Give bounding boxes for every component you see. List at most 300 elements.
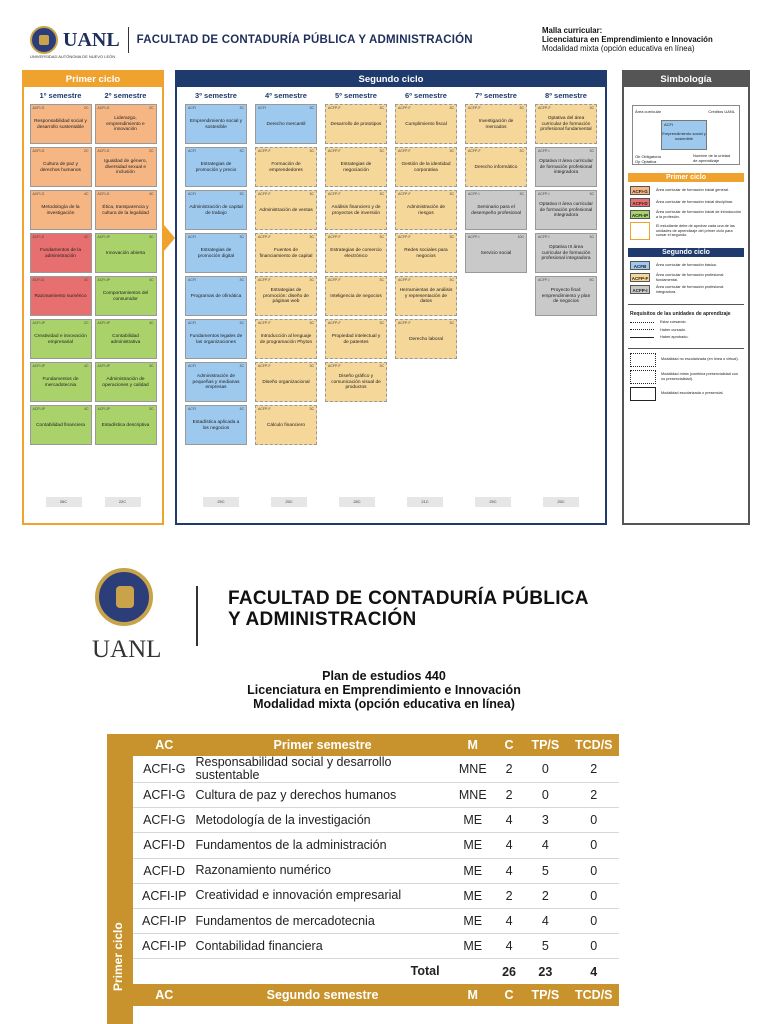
course-card[interactable] [255,405,317,445]
course-card[interactable] [185,362,247,402]
course-credits: 3C [519,106,524,110]
cell-tcds: 0 [569,808,619,833]
course-card[interactable] [325,233,387,273]
legend-swatch: ACFB [630,261,650,270]
legend-row [630,222,742,240]
course-name: Comportamientos del consumidor [102,291,149,302]
course-credits: 4C [149,321,154,325]
modality-box-icon [630,387,656,401]
cell-c: 4 [496,858,522,883]
course-credits: 3C [239,235,244,239]
course-credits: 3C [149,407,154,411]
course-credits: 3C [449,321,454,325]
course-credits: 3C [519,192,524,196]
cell-tps: 0 [522,756,568,783]
legend-text: Área curricular de formación inicial general. [656,188,730,193]
legend-row [630,261,742,270]
course-card[interactable] [325,276,387,316]
cell-m: ME [450,833,496,858]
course-card[interactable] [30,104,92,144]
course-name: Diseño gráfico y comunicación visual de productos [331,374,381,391]
course-card[interactable] [395,233,457,273]
page2-faculty-line2: Y ADMINISTRACIÓN [228,609,417,630]
malla-line1: Malla curricular: [542,26,603,35]
course-credits: 3C [149,364,154,368]
legend-row [630,273,742,282]
col-header: Segundo semestre [196,984,450,1006]
plan-degree: Licenciatura en Emprendimiento e Innovación [247,683,521,697]
course-code: ACFP-F [398,192,411,196]
semester-title: 7º semestre [475,91,517,100]
course-code: ACFI-IP [97,364,110,368]
table-row [133,783,619,808]
cycle-side-label [111,971,125,991]
course-card[interactable] [95,405,157,445]
course-card[interactable] [395,190,457,230]
course-code: ACFP-F [258,149,271,153]
course-code: ACFI-G [97,192,110,196]
primer-ciclo-semesters [24,87,162,448]
course-credits: 3C [379,321,384,325]
cell-ac: ACFI-IP [133,883,196,908]
plan-title: Plan de estudios 440 [322,669,446,683]
course-credits: 3C [309,149,314,153]
course-card[interactable] [185,104,247,144]
cell-c: 4 [496,833,522,858]
course-card[interactable] [30,319,92,359]
course-name: Estadística aplicada a los negocios [192,420,240,431]
semester-total: 25C [543,497,579,507]
legend-req-title: Requisitos de las unidades de aprendizaje [630,311,731,317]
cell-empty [450,959,496,984]
legend-example [632,105,740,165]
course-card[interactable] [535,276,597,316]
modality-row [630,370,742,384]
course-card[interactable] [30,233,92,273]
course-credits: 3C [589,149,594,153]
course-code: ACFI [188,364,196,368]
plan-page [0,548,768,1024]
cell-ac: ACFI-IP [133,908,196,933]
page2-faculty [228,588,589,630]
course-card[interactable] [185,319,247,359]
semester-title: 5º semestre [335,91,377,100]
semester-title: 2º semestre [104,91,147,100]
course-code: ACFP-F [398,149,411,153]
cell-tcds: 0 [569,833,619,858]
simbologia-header: Simbología [624,72,748,87]
col-m: M [450,734,496,756]
course-name: Introducción al lenguaje de programación Phyton [259,334,313,345]
cell-m: ME [450,858,496,883]
course-code: ACFP-I [468,235,480,239]
course-name: Optativa del área curricular de formación profesional fundamental [540,116,592,133]
course-name: Cálculo financiero [266,422,306,428]
course-code: ACFP-F [398,106,411,110]
course-credits: 5C [589,278,594,282]
course-credits: 3C [149,278,154,282]
course-credits: 3C [309,235,314,239]
course-credits: 3C [379,278,384,282]
col-ac: AC [133,734,196,756]
legend-row [630,210,742,219]
course-name: Optativa III área curricular de formación profesional integradora [541,245,591,262]
course-credits: 3C [239,278,244,282]
course-card[interactable] [325,104,387,144]
course-credits: 10C [517,235,524,239]
course-credits: 3C [309,407,314,411]
course-code: ACFP-I [468,192,480,196]
course-name: Ética, transparencia y cultura de la legalidad [102,205,149,216]
course-name: Diseño organizacional [262,379,310,385]
course-name: Contabilidad financiera [36,422,85,428]
course-card[interactable] [255,190,317,230]
course-credits: 3C [449,192,454,196]
course-code: ACFP-F [328,364,341,368]
cell-c: 2 [496,883,522,908]
legend-area-label: Área curricular [635,109,662,114]
course-code: ACFI-G [97,149,110,153]
course-name: Derecho mercantil [266,121,306,127]
course-code: ACFI-D [32,235,45,239]
course-credits: 4C [84,407,89,411]
semester-total: 25C [203,497,239,507]
course-code: ACFP-F [468,106,481,110]
semester-column [93,90,158,448]
total-label: Total [410,964,440,979]
course-card[interactable] [185,276,247,316]
course-name: Fundamentos de la administración [39,248,82,259]
course-name: Proyecto final: emprendimiento y plan de negocios [541,288,591,305]
course-credits: 4C [149,192,154,196]
course-name: Estrategias de negociación [340,162,372,173]
course-card[interactable] [465,147,527,187]
course-code: ACFI-D [32,278,45,282]
uanl-seal-icon [30,26,58,54]
course-name: Administración de capital de trabajo [189,205,243,216]
course-code: ACFI-IP [32,364,45,368]
legend-ob: Ob Obligatoria [635,154,661,159]
segundo-ciclo-panel [175,70,607,525]
course-card[interactable] [395,104,457,144]
legend-primer-items [624,186,748,240]
course-name: Innovación abierta [105,250,146,256]
course-credits: 3C [519,149,524,153]
course-card[interactable] [95,190,157,230]
course-code: ACFP-F [468,149,481,153]
course-credits: 3C [149,235,154,239]
cell-ac: ACFI-G [133,783,196,808]
requirement-row [630,335,742,340]
legend-unit: Nombre de la unidad de aprendizaje [693,153,731,163]
course-name: Herramientas de análisis y representación de datos [399,288,453,305]
legend-swatch: ACFP-I [630,285,650,294]
course-credits: 3C [449,149,454,153]
semester-title: 1º semestre [39,91,82,100]
course-name: Seminario para el desempeño profesional [471,205,521,216]
course-card[interactable] [95,362,157,402]
course-code: ACFI-G [32,106,45,110]
col-header: TP/S [522,984,568,1006]
table-row [133,833,619,858]
course-card[interactable] [535,190,597,230]
cell-c: 4 [496,808,522,833]
legend-row [630,285,742,294]
uanl-logo-text: UANL [63,28,120,51]
course-code: ACFP-F [328,149,341,153]
legend-op: Op Optativa [635,159,657,164]
segundo-ciclo-semesters [177,87,605,448]
course-credits: 3C [589,192,594,196]
requirement-line-icon [630,329,654,330]
course-code: ACFI [258,106,266,110]
cell-tps: 2 [522,883,568,908]
course-card[interactable] [255,319,317,359]
cell-m: ME [450,934,496,959]
course-credits: 3C [379,364,384,368]
cell-tps: 0 [522,783,568,808]
curriculum-table [133,734,619,1006]
malla-line3: Modalidad mixta (opción educativa en línea) [542,44,695,53]
course-credits: 3C [309,364,314,368]
modality-row [630,353,742,367]
header-divider [128,27,129,53]
legend-swatch: ACFI-G [630,186,650,195]
semester-total: 26C [46,497,82,507]
legend-row [630,198,742,207]
course-code: ACFP-F [258,321,271,325]
legend-text: Área curricular de formación profesional integradora. [656,285,724,294]
cell-course: Metodología de la investigación [196,808,450,833]
course-card[interactable] [465,190,527,230]
course-card[interactable] [30,362,92,402]
semester-column [461,90,531,448]
col-tcds: TCD/S [569,734,619,756]
course-name: Administración de riesgos [406,205,446,216]
col-tps: TP/S [522,734,568,756]
cell-tcds: 2 [569,756,619,783]
course-name: Metodología de la investigación [41,205,80,216]
total-c: 26 [502,964,516,979]
course-card[interactable] [30,190,92,230]
requirement-text: Haber aprobado. [660,335,689,339]
course-card[interactable] [95,147,157,187]
legend-text: Área curricular de formación inicial de introducción a la profesión. [656,210,742,219]
segundo-ciclo-totals [177,497,605,507]
legend-text: El estudiante debe de aprobar cada una de las unidades de aprendizaje del primer ciclo para cursar el segundo. [656,224,735,238]
course-credits: 2C [84,321,89,325]
course-code: ACFP-F [398,278,411,282]
cell-ac: ACFI-IP [133,934,196,959]
course-card[interactable] [465,233,527,273]
cell-tps: 4 [522,908,568,933]
faculty-title: FACULTAD DE CONTADURÍA PÚBLICA Y ADMINISTRACIÓN [136,34,473,46]
course-code: ACFI [188,235,196,239]
segundo-ciclo-header: Segundo ciclo [177,72,605,87]
course-name: Derecho laboral [409,336,443,342]
cell-tps: 3 [522,808,568,833]
course-code: ACFI [188,321,196,325]
course-code: ACFI-IP [97,407,110,411]
course-name: Creatividad e innovación empresarial [34,334,87,345]
legend-swatch [630,222,650,240]
course-card[interactable] [395,276,457,316]
cell-course: Creatividad e innovación empresarial [196,883,450,908]
cell-m: ME [450,808,496,833]
course-code: ACFI [188,278,196,282]
table-body [133,756,619,1006]
course-name: Investigación de mercados [478,119,514,130]
cell-course: Fundamentos de la administración [196,833,450,858]
total-tps: 23 [538,964,553,979]
primer-ciclo-panel [22,70,164,525]
course-card[interactable] [535,104,597,144]
semester-column [251,90,321,448]
modality-text: Modalidad mixta (combina presencialidad con no presencialidad). [661,372,739,381]
course-card[interactable] [255,104,317,144]
course-card[interactable] [255,276,317,316]
malla-line2: Licenciatura en Emprendimiento e Innovación [542,35,713,44]
simbologia-panel [622,70,750,525]
legend-text: Área curricular de formación inicial disciplinar. [656,200,734,205]
cell-course: Fundamentos de mercadotecnia [196,908,450,933]
cell-tcds: 0 [569,908,619,933]
legend-sample-name: Emprendimiento social y sostenible [662,131,706,141]
course-card[interactable] [255,362,317,402]
course-card[interactable] [395,147,457,187]
course-code: ACFI [188,407,196,411]
course-card[interactable] [325,319,387,359]
course-credits: 3C [239,106,244,110]
semester-column [28,90,93,448]
col-header: C [496,984,522,1006]
course-credits: 3C [239,149,244,153]
course-card[interactable] [185,190,247,230]
course-credits: 3C [379,192,384,196]
course-name: Redes sociales para negocios [404,248,448,259]
requirement-line-icon [630,337,654,338]
cycle-arrow-icon [164,225,175,251]
course-credits: 2C [84,149,89,153]
legend-swatch: ACFP-F [630,273,650,282]
course-code: ACFP-F [258,407,271,411]
course-credits: 3C [449,278,454,282]
course-code: ACFP-F [398,321,411,325]
course-card[interactable] [465,104,527,144]
course-name: Fundamentos de mercadotecnia [42,377,79,388]
semester-total: 21C [407,497,443,507]
course-code: ACFI-IP [97,235,110,239]
legend-swatch: ACFI-IP [630,210,650,219]
cell-tps: 4 [522,833,568,858]
cell-m: MNE [450,783,496,808]
malla-title [542,26,713,53]
course-card[interactable] [95,104,157,144]
course-code: ACFP-F [258,192,271,196]
course-code: ACFP-F [328,192,341,196]
course-card[interactable] [30,276,92,316]
table-row [133,756,619,783]
course-credits: 4C [84,235,89,239]
course-card[interactable] [255,147,317,187]
course-card[interactable] [30,405,92,445]
course-name: Optativa II área curricular de formación profesional integradora [539,202,593,219]
course-card[interactable] [95,319,157,359]
course-card[interactable] [325,147,387,187]
course-name: Propiedad intelectual y de patentes [331,334,381,345]
course-credits: 3C [379,149,384,153]
course-name: Estrategias de promoción: diseño de páginas web [263,288,309,305]
course-name: Administración de ventas [259,207,313,213]
course-card[interactable] [325,190,387,230]
course-credits: 3C [309,321,314,325]
legend-primer-ciclo: Primer ciclo [628,173,744,182]
course-code: ACFP-F [258,235,271,239]
table-row [133,858,619,883]
course-name: Contabilidad administrativa [110,334,141,345]
course-card[interactable] [325,362,387,402]
course-code: ACFI-G [32,149,45,153]
cell-ac: ACFI-D [133,833,196,858]
cell-course: Responsabilidad social y desarrollo sustentable [196,756,450,783]
course-card[interactable] [95,276,157,316]
course-credits: 3C [449,106,454,110]
course-card[interactable] [185,147,247,187]
table-row [133,908,619,933]
course-card[interactable] [255,233,317,273]
semester-column [321,90,391,448]
modality-text: Modalidad no escolarizada (en línea o virtual). [661,357,739,362]
course-name: Desarrollo de prototipos [330,121,382,127]
col-header: AC [133,984,196,1006]
modality-box-icon [630,353,656,367]
cell-course: Razonamiento numérico [196,858,450,883]
course-code: ACFI-IP [97,321,110,325]
requirement-text: Haber cursado. [660,327,686,332]
col-header: TCD/S [569,984,619,1006]
course-code: ACFP-F [328,235,341,239]
course-card[interactable] [535,147,597,187]
course-card[interactable] [185,405,247,445]
course-name: Servicio social [480,250,512,256]
requirement-row [630,320,742,325]
course-credits: 3C [309,278,314,282]
course-code: ACFP-I [538,278,550,282]
course-code: ACFP-I [538,149,550,153]
modality-row [630,387,742,401]
cell-tcds: 0 [569,934,619,959]
cell-tcds: 0 [569,883,619,908]
course-code: ACFI-G [32,192,45,196]
course-credits: 4C [84,278,89,282]
cell-m: ME [450,908,496,933]
course-card[interactable] [95,233,157,273]
course-card[interactable] [395,319,457,359]
legend-row [630,186,742,195]
course-name: Liderazgo, emprendimiento e innovación [106,116,145,133]
requirement-line-icon [630,322,654,323]
course-name: Responsabilidad social y desarrollo sustentable [34,119,87,130]
course-card[interactable] [30,147,92,187]
course-card[interactable] [535,233,597,273]
course-credits: 2C [84,106,89,110]
course-credits: 4C [84,192,89,196]
course-card[interactable] [185,233,247,273]
page2-faculty-line1: FACULTAD DE CONTADURÍA PÚBLICA [228,588,589,609]
uanl-subtext: UNIVERSIDAD AUTÓNOMA DE NUEVO LEÓN [30,54,116,59]
requirement-row [630,328,742,333]
course-code: ACFI [188,192,196,196]
